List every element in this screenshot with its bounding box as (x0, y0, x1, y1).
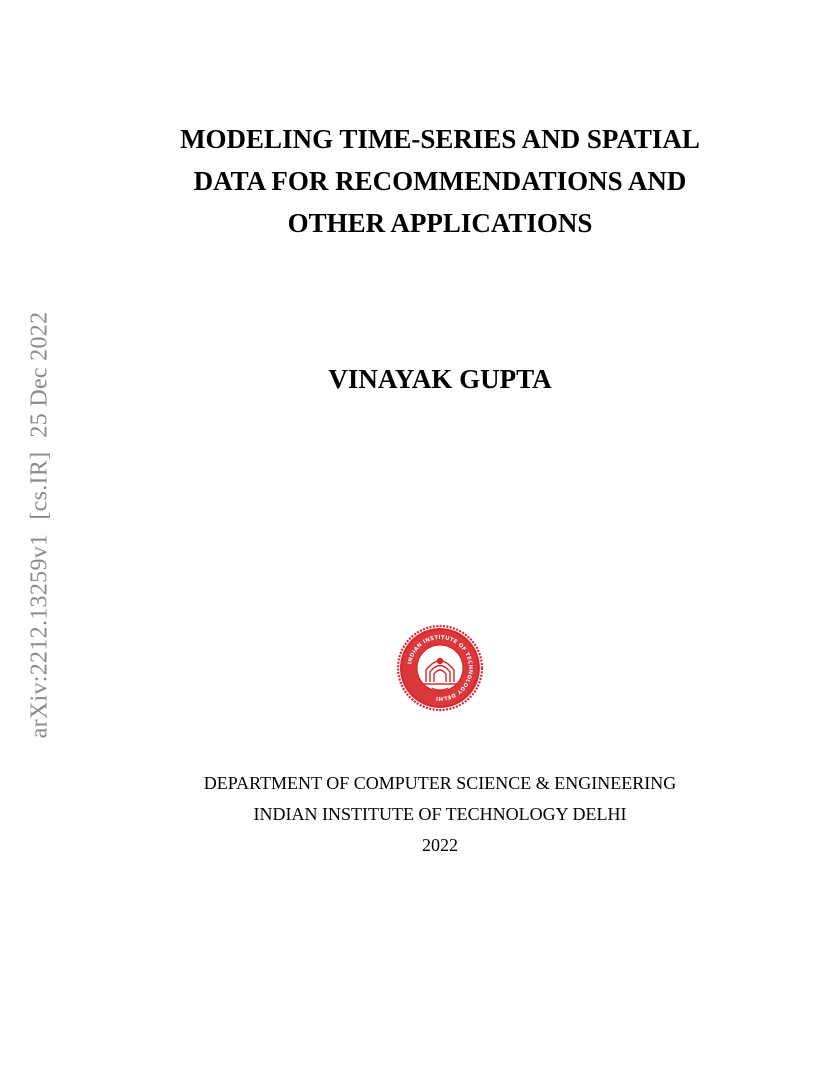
seal-text: INDIAN INSTITUTE OF TECHNOLOGY DELHI (407, 634, 474, 702)
affiliation-block (120, 768, 760, 861)
title-line-2: DATA FOR RECOMMENDATIONS AND (193, 166, 687, 196)
thesis-title (120, 118, 760, 244)
author-name: VINAYAK GUPTA (328, 364, 552, 394)
title-line-1: MODELING TIME-SERIES AND SPATIAL (180, 124, 700, 154)
institute-name: INDIAN INSTITUTE OF TECHNOLOGY DELHI (253, 804, 627, 824)
arxiv-id: arXiv:2212.13259v1 (26, 533, 53, 739)
iit-delhi-seal-icon (396, 624, 484, 712)
submission-year: 2022 (422, 835, 458, 855)
department-name: DEPARTMENT OF COMPUTER SCIENCE & ENGINEERING (203, 773, 677, 793)
arxiv-date: 25 Dec 2022 (26, 311, 53, 438)
arxiv-stamp (27, 312, 54, 739)
title-line-3: OTHER APPLICATIONS (287, 208, 593, 238)
arxiv-category: [cs.IR] (26, 451, 53, 520)
